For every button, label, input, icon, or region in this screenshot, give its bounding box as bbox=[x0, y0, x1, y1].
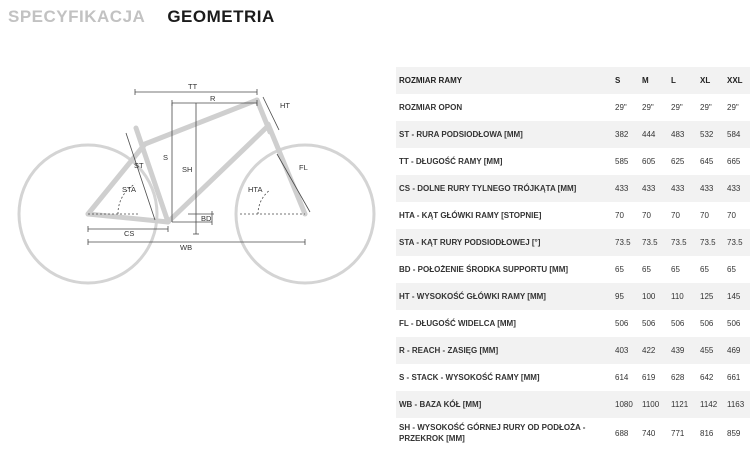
row-value: 70 bbox=[615, 211, 624, 220]
table-row bbox=[396, 337, 750, 364]
size-header: XXL bbox=[724, 67, 750, 94]
row-value: 605 bbox=[642, 157, 656, 166]
label-st: ST bbox=[134, 161, 144, 170]
row-value: 859 bbox=[727, 428, 741, 438]
bike-frame bbox=[88, 100, 305, 222]
row-value: 771 bbox=[671, 428, 685, 438]
label-sta: STA bbox=[122, 185, 137, 194]
table-row bbox=[396, 175, 750, 202]
row-value: 740 bbox=[642, 428, 656, 438]
row-label: FL - DŁUGOŚĆ WIDELCA [MM] bbox=[399, 319, 516, 328]
row-value: 469 bbox=[724, 337, 750, 364]
row-value: 628 bbox=[671, 373, 685, 382]
row-value: 614 bbox=[615, 373, 629, 382]
table-row bbox=[396, 229, 750, 256]
row-value: 95 bbox=[612, 283, 639, 310]
tab-specyfikacja[interactable]: SPECYFIKACJA bbox=[8, 7, 146, 26]
row-label: BD - POŁOŻENIE ŚRODKA SUPPORTU [MM] bbox=[399, 265, 569, 274]
row-value: 73.5 bbox=[697, 229, 724, 256]
row-value: 642 bbox=[700, 373, 714, 382]
table-header-row bbox=[396, 67, 750, 94]
row-value: 403 bbox=[612, 337, 639, 364]
row-label: R - REACH - ZASIĘG [MM] bbox=[396, 337, 612, 364]
row-label: STA - KĄT RURY PODSIODŁOWEJ [°] bbox=[396, 229, 612, 256]
row-value: 65 bbox=[615, 265, 624, 274]
size-header: S bbox=[612, 67, 639, 94]
row-value: 816 bbox=[700, 428, 714, 438]
row-label: HT - WYSOKOŚĆ GŁÓWKI RAMY [MM] bbox=[396, 283, 612, 310]
tab-geometria[interactable]: GEOMETRIA bbox=[167, 7, 275, 26]
row-label: SH - WYSOKOŚĆ GÓRNEJ RURY OD PODŁOŻA - PRZEKROK [MM] bbox=[399, 423, 586, 443]
row-value: 65 bbox=[642, 265, 651, 274]
size-header: XL bbox=[697, 67, 724, 94]
row-value: 439 bbox=[668, 337, 697, 364]
row-value: 73.5 bbox=[668, 229, 697, 256]
row-value: 1163 bbox=[724, 391, 750, 418]
row-value: 65 bbox=[700, 265, 709, 274]
table-row bbox=[396, 202, 750, 229]
row-value: 444 bbox=[639, 121, 668, 148]
row-value: 29" bbox=[642, 103, 654, 112]
row-value: 65 bbox=[671, 265, 680, 274]
label-s: S bbox=[163, 153, 169, 162]
row-value: 1100 bbox=[639, 391, 668, 418]
row-value: 433 bbox=[612, 175, 639, 202]
row-value: 506 bbox=[615, 319, 629, 328]
row-value: 584 bbox=[724, 121, 750, 148]
row-value: 70 bbox=[671, 211, 680, 220]
label-ht: HT bbox=[280, 101, 290, 110]
row-value: 145 bbox=[724, 283, 750, 310]
row-value: 506 bbox=[642, 319, 656, 328]
table-row bbox=[396, 121, 750, 148]
row-value: 110 bbox=[668, 283, 697, 310]
row-value: 665 bbox=[727, 157, 741, 166]
row-value: 382 bbox=[612, 121, 639, 148]
table-row bbox=[396, 364, 750, 391]
row-value: 29" bbox=[615, 103, 627, 112]
row-value: 125 bbox=[697, 283, 724, 310]
label-sh: SH bbox=[182, 165, 193, 174]
row-value: 29" bbox=[671, 103, 683, 112]
row-label: TT - DŁUGOŚĆ RAMY [MM] bbox=[399, 157, 503, 166]
row-value: 1142 bbox=[697, 391, 724, 418]
geometry-tabs bbox=[8, 0, 297, 34]
size-header: L bbox=[668, 67, 697, 94]
row-value: 70 bbox=[727, 211, 736, 220]
table-row bbox=[396, 148, 750, 175]
geometry-table bbox=[396, 67, 750, 448]
row-value: 65 bbox=[727, 265, 736, 274]
bike-geometry-diagram bbox=[0, 62, 390, 307]
row-value: 433 bbox=[724, 175, 750, 202]
label-bd: BD bbox=[201, 214, 212, 223]
label-tt: TT bbox=[188, 82, 198, 91]
row-value: 506 bbox=[727, 319, 741, 328]
row-value: 100 bbox=[639, 283, 668, 310]
row-value: 422 bbox=[639, 337, 668, 364]
row-label: ROZMIAR OPON bbox=[399, 103, 463, 112]
row-value: 506 bbox=[671, 319, 685, 328]
row-value: 585 bbox=[615, 157, 629, 166]
row-value: 619 bbox=[642, 373, 656, 382]
row-value: 661 bbox=[727, 373, 741, 382]
row-value: 483 bbox=[668, 121, 697, 148]
table-row bbox=[396, 256, 750, 283]
row-value: 70 bbox=[700, 211, 709, 220]
row-value: 688 bbox=[615, 428, 629, 438]
table-row bbox=[396, 418, 750, 448]
row-value: 29" bbox=[727, 103, 739, 112]
row-value: 455 bbox=[697, 337, 724, 364]
dimension-lines bbox=[88, 89, 310, 245]
header-label: ROZMIAR RAMY bbox=[396, 67, 612, 94]
table-row bbox=[396, 94, 750, 121]
label-r: R bbox=[210, 94, 216, 103]
row-value: 645 bbox=[700, 157, 714, 166]
label-cs: CS bbox=[124, 229, 135, 238]
row-value: 70 bbox=[642, 211, 651, 220]
size-header: M bbox=[639, 67, 668, 94]
row-label: HTA - KĄT GŁÓWKI RAMY [STOPNIE] bbox=[399, 211, 542, 220]
row-label: WB - BAZA KÓŁ [MM] bbox=[396, 391, 612, 418]
label-wb: WB bbox=[180, 243, 193, 252]
row-value: 73.5 bbox=[612, 229, 639, 256]
row-value: 29" bbox=[700, 103, 712, 112]
row-value: 73.5 bbox=[639, 229, 668, 256]
row-value: 532 bbox=[697, 121, 724, 148]
row-label: CS - DOLNE RURY TYLNEGO TRÓJKĄTA [MM] bbox=[396, 175, 612, 202]
row-value: 625 bbox=[671, 157, 685, 166]
row-value: 1080 bbox=[612, 391, 639, 418]
row-value: 433 bbox=[697, 175, 724, 202]
label-fl: FL bbox=[299, 163, 308, 172]
table-row bbox=[396, 391, 750, 418]
row-label: ST - RURA PODSIODŁOWA [MM] bbox=[396, 121, 612, 148]
bike-geometry-svg bbox=[0, 62, 390, 307]
table-row bbox=[396, 283, 750, 310]
row-value: 73.5 bbox=[724, 229, 750, 256]
table-row bbox=[396, 310, 750, 337]
row-value: 433 bbox=[639, 175, 668, 202]
label-hta: HTA bbox=[248, 185, 263, 194]
row-value: 1121 bbox=[668, 391, 697, 418]
row-value: 506 bbox=[700, 319, 714, 328]
row-value: 433 bbox=[668, 175, 697, 202]
row-label: S - STACK - WYSOKOŚĆ RAMY [MM] bbox=[399, 373, 540, 382]
